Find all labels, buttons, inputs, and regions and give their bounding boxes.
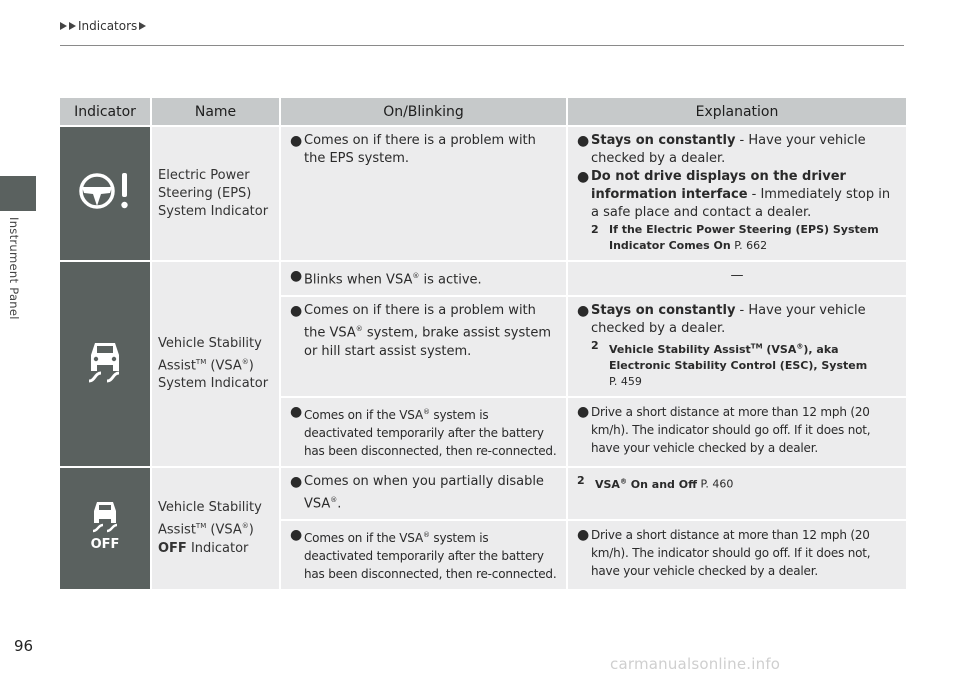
vsa-indicator-cell [60, 262, 150, 466]
vsa-off-partial-explanation [568, 468, 906, 519]
header-explanation: Explanation [568, 98, 906, 125]
breadcrumb-arrow-icon [69, 22, 76, 30]
breadcrumb-arrow-icon [60, 22, 67, 30]
eps-page-reference[interactable]: 2 If the Electric Power Steering (EPS) System Indicator Comes On P. 662 [591, 223, 879, 252]
vsa-off-indicator-cell [60, 468, 150, 589]
watermark: carmanualsonline.info [610, 655, 781, 673]
vsa-problem-explanation: ● Stays on constantly - Have your vehicle checked by a dealer. 2 Vehicle Stability Assist™ (VSA®), aka Electronic Stability Control (ESC), System P. 459 [568, 297, 906, 396]
vsa-deactivated-explanation: ● Drive a short distance at more than 12 mph (20 km/h). The indicator should go off. If it does not, have your vehicle checked by a dealer. [568, 398, 906, 466]
header-name: Name [152, 98, 279, 125]
header-divider [60, 45, 904, 46]
vsa-deactivated: ● Comes on if the VSA® system is deactivated temporarily after the battery has been disconnected, then re-connected. [281, 398, 566, 466]
vsa-name: Vehicle Stability Assist™ (VSA®) System Indicator [152, 262, 279, 466]
header-on-blinking: On/Blinking [281, 98, 566, 125]
indicator-table [58, 96, 908, 591]
header-indicator: Indicator [60, 98, 150, 125]
table-row-vsa-blink [60, 262, 906, 295]
vsa-blink-explanation: — [568, 262, 906, 295]
vsa-page-reference[interactable]: 2 Vehicle Stability Assist™ (VSA®), aka Electronic Stability Control (ESC), System P. 459 [591, 339, 868, 388]
table-row-vsa-off-partial [60, 468, 906, 519]
ref-arrow-icon: 2 [591, 339, 599, 353]
section-side-label: Instrument Panel [7, 216, 21, 320]
vsa-off-deactivated-explanation: ● Drive a short distance at more than 12 mph (20 km/h). The indicator should go off. If it does not, have your vehicle checked by a dealer. [568, 521, 906, 589]
breadcrumb-arrow-icon [139, 22, 146, 30]
vsa-off-icon [85, 498, 125, 554]
vsa-problem: ● Comes on if there is a problem with the VSA® system, brake assist system or hill start assist system. [281, 297, 566, 396]
table-header-row [60, 98, 906, 125]
breadcrumb [60, 19, 146, 33]
eps-explanation: ● Stays on constantly - Have your vehicle checked by a dealer. ● Do not drive displays on the driver information interface - Immediately stop in a safe place and contact a dealer. 2 If the Electric Power Steering (EPS) System Indicator Comes On P. 662 [568, 127, 906, 260]
vsa-off-deactivated: ● Comes on if the VSA® system is deactivated temporarily after the battery has been disconnected, then re-connected. [281, 521, 566, 589]
vsa-skid-icon [85, 337, 125, 385]
eps-on-blinking: ● Comes on if there is a problem with the EPS system. [281, 127, 566, 260]
vsa-off-icon-label: OFF [90, 536, 120, 552]
vsa-off-partial: ● Comes on when you partially disable VSA®. [281, 468, 566, 519]
vsa-blink: ● Blinks when VSA® is active. [281, 262, 566, 295]
section-tab[interactable] [0, 176, 36, 211]
page-number: 96 [14, 637, 34, 655]
vsa-off-name: Vehicle Stability Assist™ (VSA®) OFF Indicator [152, 468, 279, 589]
eps-warning-icon [74, 163, 136, 219]
ref-arrow-icon: 2 [591, 223, 599, 236]
breadcrumb-section[interactable]: Indicators [78, 19, 138, 33]
vsa-off-page-reference[interactable]: 2 VSA® On and Off P. 460 [577, 473, 734, 491]
eps-indicator-cell [60, 127, 150, 260]
ref-arrow-icon: 2 [577, 473, 585, 487]
table-row-eps [60, 127, 906, 260]
eps-name: Electric Power Steering (EPS) System Indicator [152, 127, 279, 260]
